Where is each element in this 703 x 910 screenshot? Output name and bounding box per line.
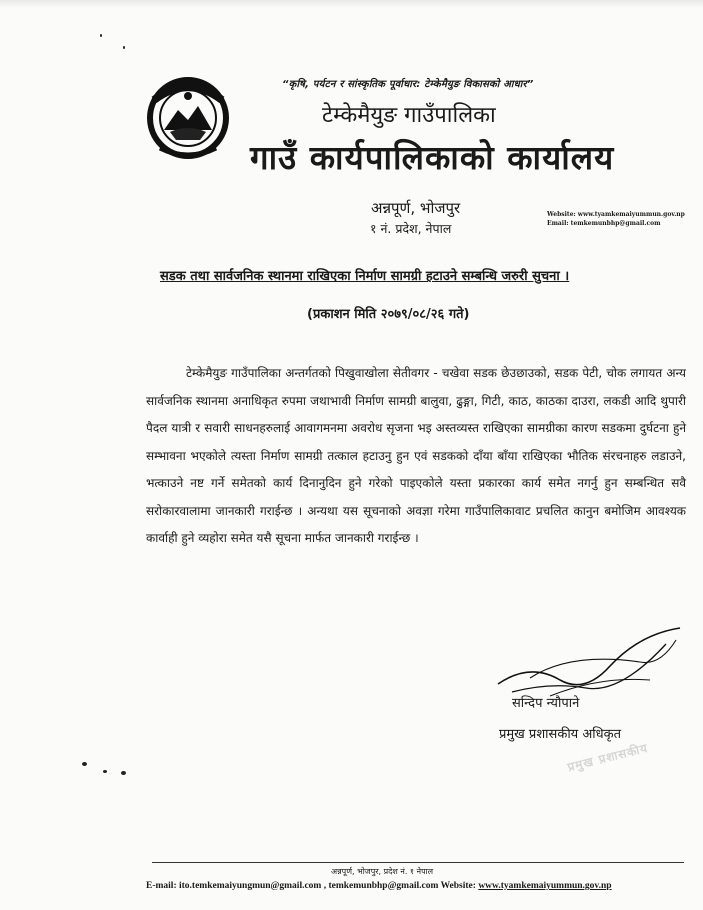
office-name: गाउँ कार्यपालिकाको कार्यालय <box>250 138 615 177</box>
header-email: Email: temkemunbhp@gmail.com <box>547 220 661 227</box>
footer-contact <box>146 881 612 891</box>
footer-divider <box>152 862 684 863</box>
nepal-government-emblem-icon <box>140 70 236 162</box>
signatory-title: प्रमुख प्रशासकीय अधिकृत <box>499 727 622 742</box>
scan-speck <box>103 770 107 773</box>
footer-address: अन्नपूर्ण, भोजपुर, प्रदेश नं. १ नेपाल <box>331 867 434 876</box>
faded-stamp: प्रमुख प्रशासकीय <box>566 740 650 775</box>
header-website: Website: www.tyamkemaiyummun.gov.np <box>547 211 685 218</box>
municipality-name: टेम्केमैयुङ गाउँपालिका <box>322 103 496 128</box>
motto: “कृषि, पर्यटन र सांस्कृतिक पूर्वाधार: टेम्केमैयुङ विकासको आधार” <box>282 79 534 90</box>
scan-speck <box>100 34 102 37</box>
scan-edge <box>0 0 703 8</box>
notice-title: सडक तथा सार्वजनिक स्थानमा राखिएका निर्माण सामग्री हटाउने सम्बन्धि जरुरी सुचना । <box>160 269 570 284</box>
notice-body: टेम्केमैयुङ गाउँपालिका अन्तर्गतको पिखुवाखोला सेतीवगर - चखेवा सडक छेउछाउको, सडक पेटी, चोक लगायत अन्य सार्वजनिक स्थानमा अनाधिकृत रुपमा जथाभावी निर्माण सामग्री बालुवा, ढुङ्गा, गिटी, काठ, काठका दाउरा, लकडी आदि थुपारी पैदल यात्री र सवारी साधनहरुलाई आवागमनमा अवरोध सृजना भइ अस्तव्यस्त राखिएका सामग्रीका कारण सडकमा दुर्घटना हुने सम्भावना भएकोले त्यस्ता निर्माण सामग्री तत्काल हटाउनु हुन एवं सडकको दाँया बाँया राखिएका भौतिक संरचनाहरु लडाउने, भत्काउने नष्ट गर्ने समेतको कार्य दिनानुदिन हुने गरेको पाइएकोले यस्ता प्रकारका कार्य समेत नगर्नु हुन सम्बन्धित सवै सरोकारवालामा जानकारी गराईन्छ । अन्यथा यस सूचनाको अवज्ञा गरेमा गाउँपालिकावाट प्रचलित कानुन बमोजिम आवश्यक कार्वाही हुने व्यहोरा समेत यसै सूचना मार्फत जानकारी गराईन्छ । <box>146 366 686 545</box>
signatory-name: सन्दिप न्यौपाने <box>512 696 580 711</box>
scan-speck <box>82 762 87 766</box>
scan-speck <box>121 771 126 775</box>
footer-emails: E-mail: ito.temkemaiyungmun@gmail.com , temkemunbhp@gmail.com Website: <box>146 881 479 891</box>
footer-website-link[interactable]: www.tyamkemaiyummun.gov.np <box>478 881 612 891</box>
publication-date: (प्रकाशन मिति २०७९/०८/२६ गते) <box>307 307 470 322</box>
address-line-1: अन्नपूर्ण, भोजपुर <box>371 199 461 217</box>
scan-speck <box>123 46 125 49</box>
address-line-2: १ नं. प्रदेश, नेपाल <box>370 221 452 236</box>
